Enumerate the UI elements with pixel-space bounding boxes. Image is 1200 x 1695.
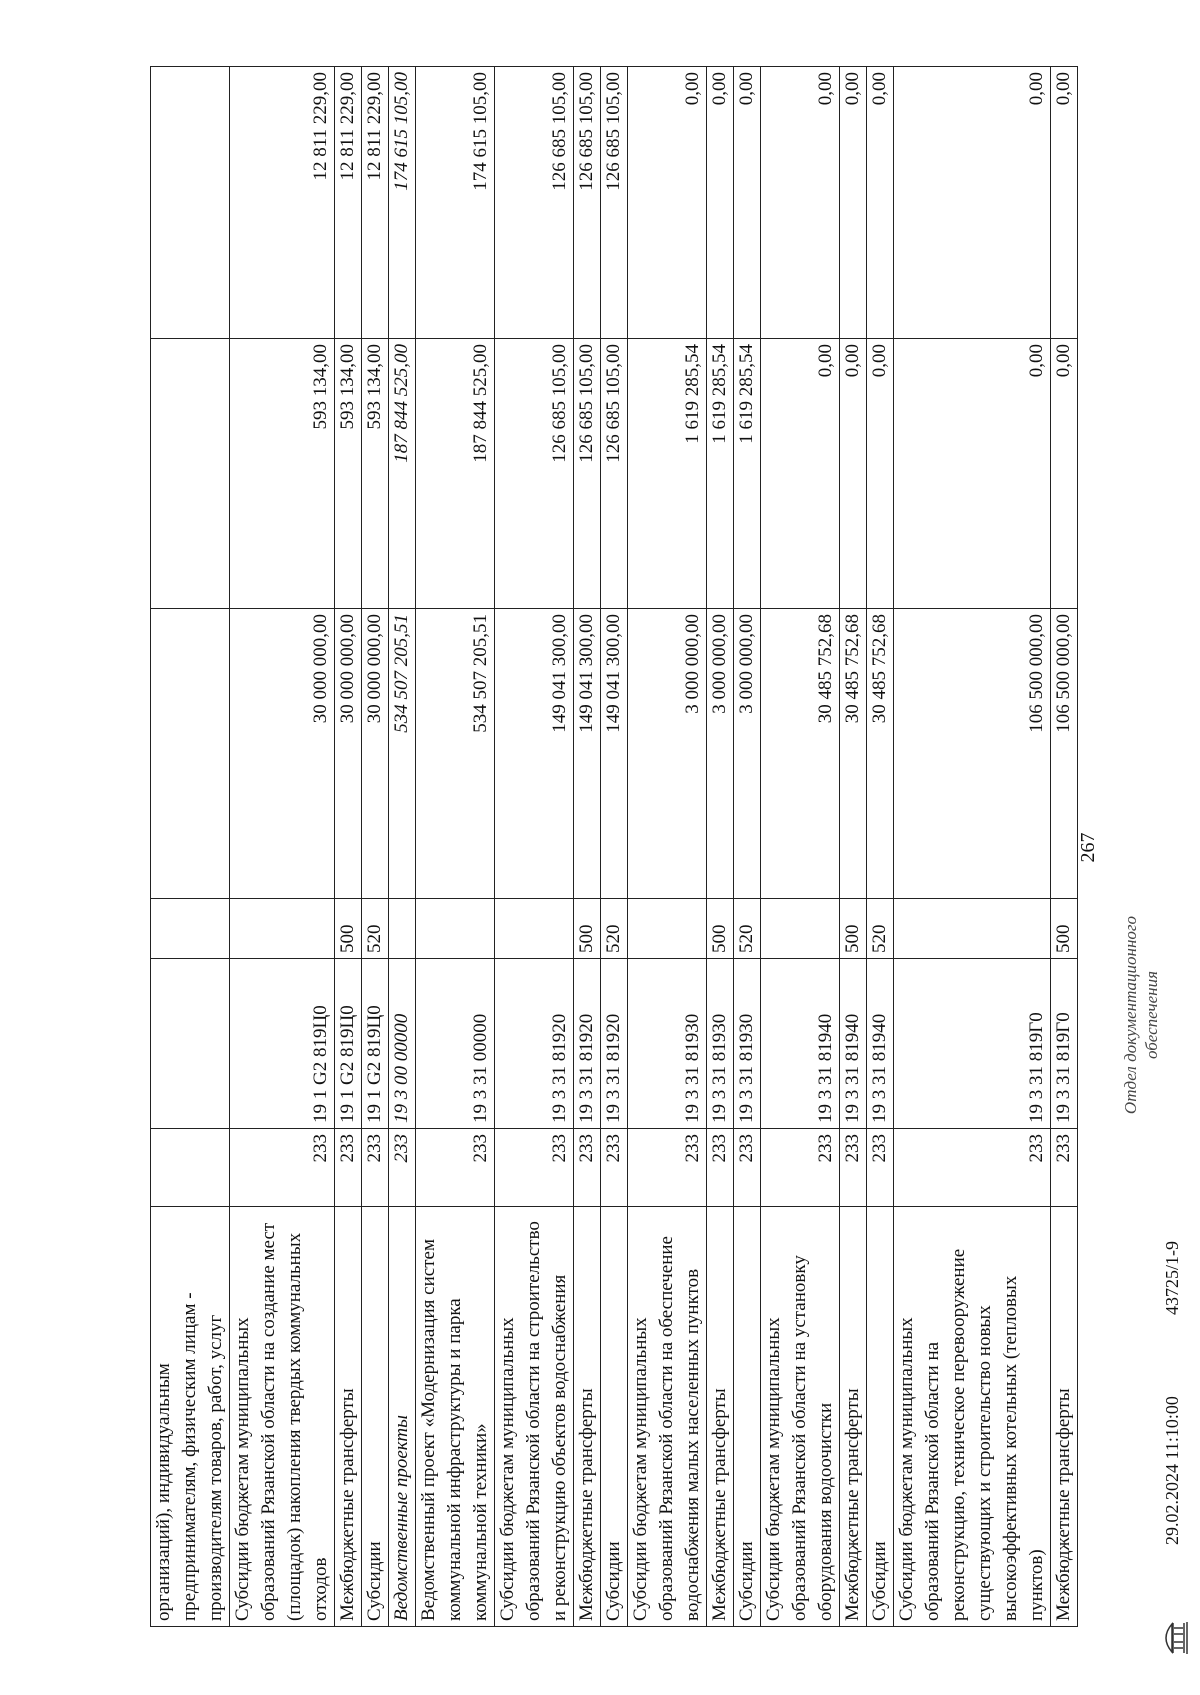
row-sum-2025: 126 685 105,00: [601, 339, 628, 609]
row-target-article: 19 3 31 00000: [416, 959, 495, 1129]
row-ved-code: 233: [335, 1129, 362, 1207]
row-target-article: 19 3 31 81940: [867, 959, 894, 1129]
row-sum-2024: 149 041 300,00: [574, 609, 601, 899]
row-sum-2024: 106 500 000,00: [894, 609, 1051, 899]
row-ved-code: 233: [362, 1129, 389, 1207]
row-name: Межбюджетные трансферты: [574, 1207, 601, 1627]
footer-doc-number: 43725/1-9: [1162, 1241, 1182, 1315]
row-expense-type: 500: [574, 899, 601, 959]
row-sum-2024: 106 500 000,00: [1051, 609, 1078, 899]
row-target-article: 19 3 31 81930: [707, 959, 734, 1129]
row-sum-2026: 0,00: [894, 67, 1051, 339]
row-target-article: 19 3 31 81920: [601, 959, 628, 1129]
row-sum-2024: 30 000 000,00: [230, 609, 335, 899]
row-sum-2025: 187 844 525,00: [389, 339, 416, 609]
row-expense-type: 520: [601, 899, 628, 959]
stamp: Отдел документационного обеспечения: [1121, 915, 1161, 1115]
row-sum-2026: 0,00: [867, 67, 894, 339]
row-ved-code: 233: [574, 1129, 601, 1207]
row-name: Межбюджетные трансферты: [335, 1207, 362, 1627]
row-expense-type: 500: [1051, 899, 1078, 959]
row-expense-type: 500: [335, 899, 362, 959]
row-target-article: 19 3 31 81940: [840, 959, 867, 1129]
row-sum-2025: 126 685 105,00: [574, 339, 601, 609]
row-name: Субсидии бюджетам муниципальных образований Рязанской области на реконструкцию, техническое перевооружение существующих и строительство новых высокоэффективных котельных (тепловых пунктов): [894, 1207, 1051, 1627]
row-ved-code: 233: [495, 1129, 574, 1207]
row-name: Ведомственные проекты: [389, 1207, 416, 1627]
row-sum-2026: 126 685 105,00: [601, 67, 628, 339]
row-sum-2025: 1 619 285,54: [628, 339, 707, 609]
row-ved-code: 233: [230, 1129, 335, 1207]
page-number: 267: [1077, 832, 1099, 863]
row-sum-2025: 0,00: [894, 339, 1051, 609]
row-name: организаций), индивидуальным предпринимателям, физическим лицам - производителям товаров, работ, услуг: [151, 1207, 230, 1627]
row-sum-2026: 12 811 229,00: [335, 67, 362, 339]
row-ved-code: 233: [867, 1129, 894, 1207]
row-expense-type: 520: [734, 899, 761, 959]
row-target-article: 19 1 G2 819Ц0: [335, 959, 362, 1129]
row-target-article: 19 3 31 81920: [574, 959, 601, 1129]
row-target-article: 19 3 31 81920: [495, 959, 574, 1129]
row-sum-2024: 3 000 000,00: [628, 609, 707, 899]
row-sum-2025: 0,00: [840, 339, 867, 609]
row-ved-code: 233: [761, 1129, 840, 1207]
row-sum-2024: 30 485 752,68: [840, 609, 867, 899]
row-target-article: 19 1 G2 819Ц0: [230, 959, 335, 1129]
row-sum-2024: 30 485 752,68: [761, 609, 840, 899]
row-sum-2026: 174 615 105,00: [389, 67, 416, 339]
row-sum-2026: 0,00: [840, 67, 867, 339]
row-target-article: 19 3 31 81940: [761, 959, 840, 1129]
row-sum-2024: 30 485 752,68: [867, 609, 894, 899]
row-sum-2025: 0,00: [761, 339, 840, 609]
row-sum-2026: 174 615 105,00: [416, 67, 495, 339]
row-target-article: 19 3 31 819Г0: [1051, 959, 1078, 1129]
row-name: Субсидии бюджетам муниципальных образований Рязанской области на создание мест (площадок) накопления твердых коммунальных отходов: [230, 1207, 335, 1627]
row-sum-2026: 126 685 105,00: [574, 67, 601, 339]
row-sum-2026: 0,00: [734, 67, 761, 339]
row-ved-code: 233: [628, 1129, 707, 1207]
row-name: Субсидии: [734, 1207, 761, 1627]
row-sum-2026: 0,00: [628, 67, 707, 339]
row-target-article: 19 3 31 819Г0: [894, 959, 1051, 1129]
row-expense-type: 500: [707, 899, 734, 959]
row-sum-2024: 30 000 000,00: [362, 609, 389, 899]
row-target-article: 19 3 31 81930: [628, 959, 707, 1129]
row-expense-type: 520: [362, 899, 389, 959]
footer-date: 29.02.2024 11:10:00: [1162, 1396, 1182, 1545]
row-ved-code: 233: [601, 1129, 628, 1207]
row-sum-2025: 126 685 105,00: [495, 339, 574, 609]
row-expense-type: 520: [867, 899, 894, 959]
row-ved-code: 233: [707, 1129, 734, 1207]
row-name: Межбюджетные трансферты: [707, 1207, 734, 1627]
row-sum-2025: 187 844 525,00: [416, 339, 495, 609]
row-sum-2025: 0,00: [1051, 339, 1078, 609]
row-sum-2024: 30 000 000,00: [335, 609, 362, 899]
row-target-article: 19 1 G2 819Ц0: [362, 959, 389, 1129]
row-sum-2026: 12 811 229,00: [230, 67, 335, 339]
row-sum-2024: 534 507 205,51: [416, 609, 495, 899]
row-sum-2026: 0,00: [1051, 67, 1078, 339]
row-sum-2024: 3 000 000,00: [707, 609, 734, 899]
row-sum-2025: 1 619 285,54: [707, 339, 734, 609]
row-sum-2026: 0,00: [707, 67, 734, 339]
row-sum-2026: 0,00: [761, 67, 840, 339]
row-ved-code: 233: [1051, 1129, 1078, 1207]
row-name: Субсидии бюджетам муниципальных образований Рязанской области на установку оборудования водоочистки: [761, 1207, 840, 1627]
row-sum-2025: 593 134,00: [362, 339, 389, 609]
row-sum-2025: 0,00: [867, 339, 894, 609]
row-name: Субсидии: [867, 1207, 894, 1627]
row-sum-2025: 593 134,00: [335, 339, 362, 609]
row-name: Межбюджетные трансферты: [840, 1207, 867, 1627]
row-name: Ведомственный проект «Модернизация систем коммунальной инфраструктуры и парка коммунальной техники»: [416, 1207, 495, 1627]
row-name: Субсидии: [362, 1207, 389, 1627]
row-target-article: 19 3 31 81930: [734, 959, 761, 1129]
row-ved-code: 233: [416, 1129, 495, 1207]
duma-building-icon: [1158, 1621, 1188, 1655]
row-sum-2026: 126 685 105,00: [495, 67, 574, 339]
row-ved-code: 233: [840, 1129, 867, 1207]
row-name: Субсидии: [601, 1207, 628, 1627]
row-ved-code: 233: [389, 1129, 416, 1207]
row-expense-type: 500: [840, 899, 867, 959]
row-sum-2024: 149 041 300,00: [495, 609, 574, 899]
row-name: Субсидии бюджетам муниципальных образований Рязанской области на строительство и реконструкцию объектов водоснабжения: [495, 1207, 574, 1627]
row-sum-2024: 534 507 205,51: [389, 609, 416, 899]
row-sum-2024: 3 000 000,00: [734, 609, 761, 899]
row-sum-2026: 12 811 229,00: [362, 67, 389, 339]
row-sum-2025: 1 619 285,54: [734, 339, 761, 609]
row-ved-code: 233: [734, 1129, 761, 1207]
row-name: Субсидии бюджетам муниципальных образований Рязанской области на обеспечение водоснабжения малых населенных пунктов: [628, 1207, 707, 1627]
row-target-article: 19 3 00 00000: [389, 959, 416, 1129]
row-sum-2024: 149 041 300,00: [601, 609, 628, 899]
row-ved-code: 233: [894, 1129, 1051, 1207]
row-sum-2025: 593 134,00: [230, 339, 335, 609]
row-name: Межбюджетные трансферты: [1051, 1207, 1078, 1627]
